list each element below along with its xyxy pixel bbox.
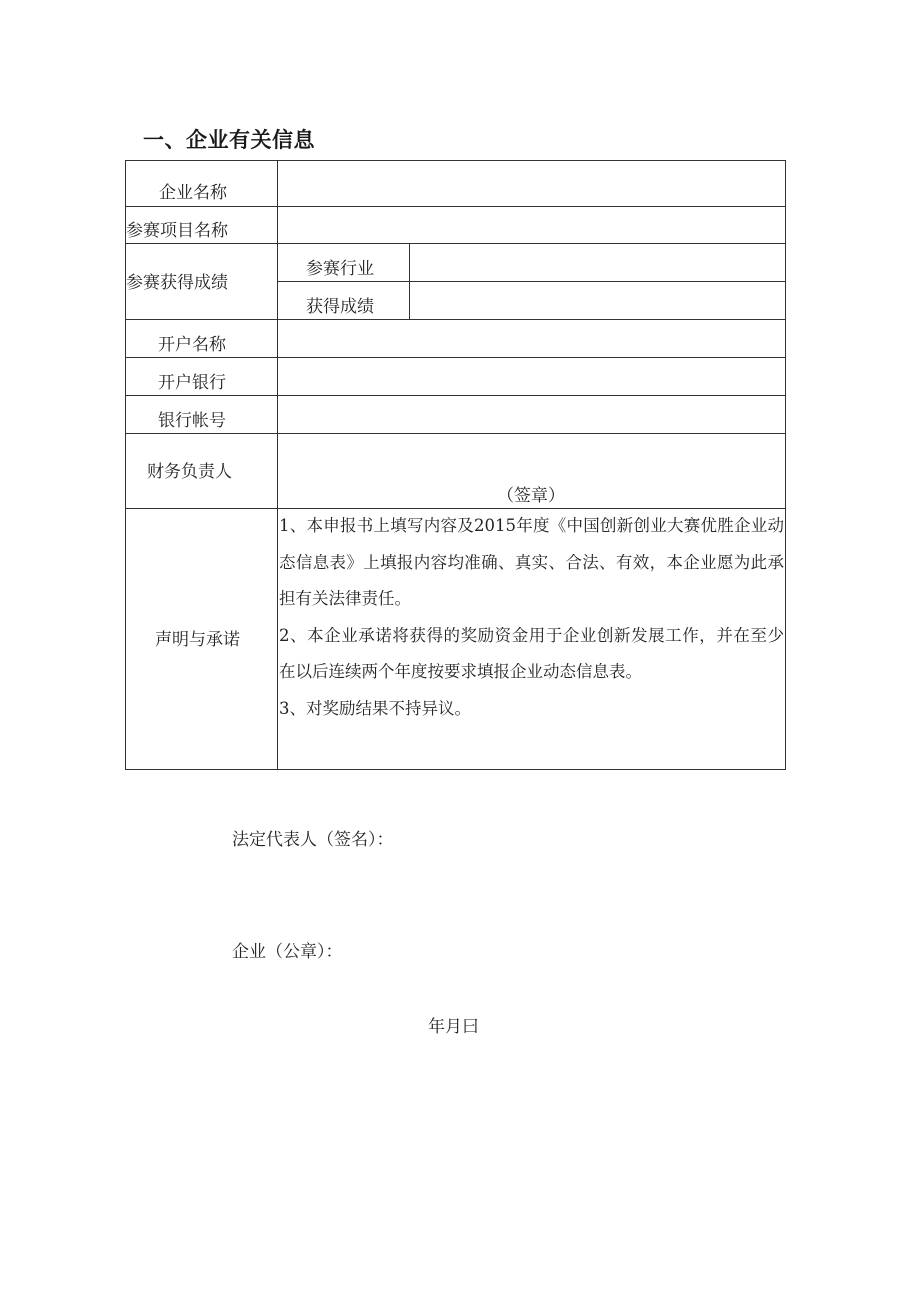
account-number-field[interactable] <box>278 396 785 433</box>
legal-representative-signature: 法定代表人（签名）： <box>232 830 394 850</box>
account-name-field[interactable] <box>278 320 785 357</box>
date-line: 年月曰 <box>428 1017 479 1037</box>
section-title: 一、企业有关信息 <box>143 128 315 152</box>
declaration-item: 3、对奖励结果不持异议。 <box>279 698 471 718</box>
project-name-field[interactable] <box>278 207 785 243</box>
company-name-field[interactable] <box>278 161 785 206</box>
finance-head-label: 财务负责人 <box>147 462 232 482</box>
result-label: 获得成绩 <box>306 297 374 317</box>
bank-field[interactable] <box>278 358 785 395</box>
project-name-label: 参赛项目名称 <box>126 221 228 241</box>
industry-field[interactable] <box>410 244 785 281</box>
account-name-label: 开户名称 <box>158 335 226 355</box>
industry-label: 参赛行业 <box>306 259 374 279</box>
achievement-label: 参赛获得成绩 <box>126 273 228 293</box>
seal-note: （签章） <box>497 486 565 506</box>
declaration-text <box>279 508 784 727</box>
declaration-item: 1、本申报书上填写内容及2015年度《中国创新创业大赛优胜企业动态信息表》上填报内容均准确、真实、合法、有效，本企业愿为此承担有关法律责任。 <box>279 516 784 608</box>
company-name-label: 企业名称 <box>159 183 227 203</box>
account-number-label: 银行帐号 <box>158 411 226 431</box>
table-rule <box>125 769 786 770</box>
company-info-table <box>125 160 786 770</box>
result-field[interactable] <box>410 282 785 319</box>
declaration-item: 2、本企业承诺将获得的奖励资金用于企业创新发展工作，并在至少在以后连续两个年度按要求填报企业动态信息表。 <box>279 625 784 681</box>
table-rule <box>785 160 786 770</box>
table-rule <box>125 160 126 770</box>
company-seal: 企业（公章）： <box>232 942 343 962</box>
declaration-label: 声明与承诺 <box>155 630 240 650</box>
bank-label: 开户银行 <box>158 373 226 393</box>
